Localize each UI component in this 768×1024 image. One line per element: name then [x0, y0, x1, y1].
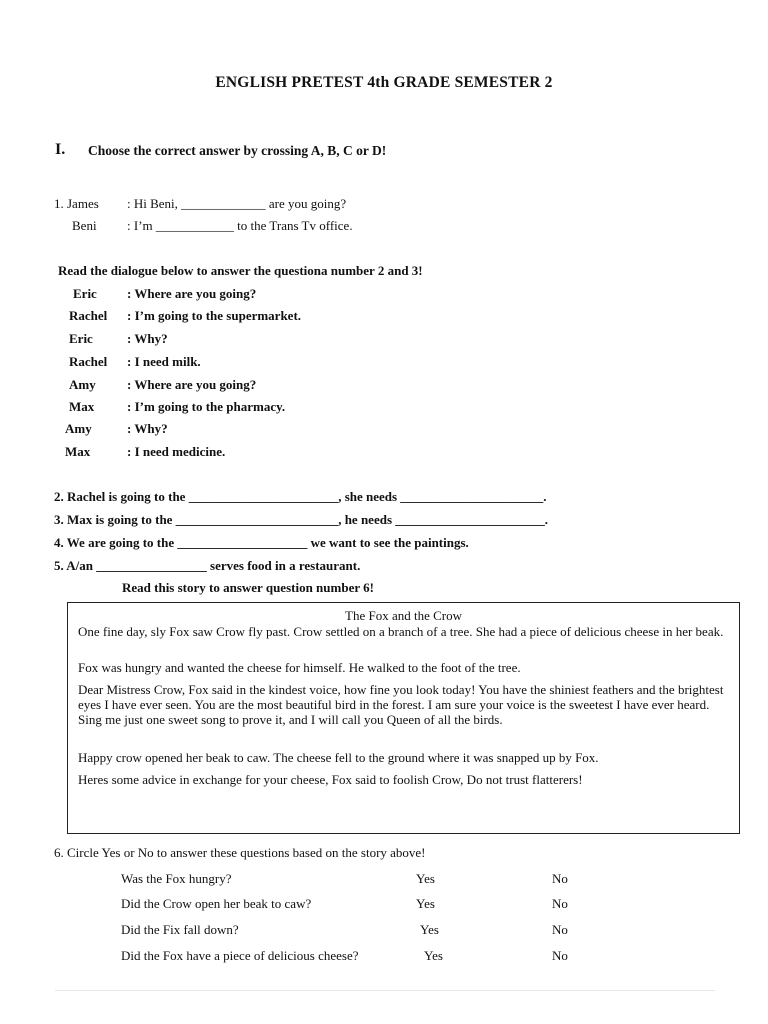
question-4: 4. We are going to the ____________________ we want to see the paintings. [54, 535, 469, 550]
story-paragraph: Happy crow opened her beak to caw. The cheese fell to the ground where it was snapped up by Fox. [78, 750, 599, 765]
dialogue-speaker: Rachel [69, 308, 108, 323]
dialogue-line: : I’m going to the pharmacy. [127, 399, 286, 414]
story-instruction: Read this story to answer question number 6! [122, 580, 374, 595]
q6-no-option[interactable]: No [552, 948, 568, 963]
page-bottom-divider [55, 990, 715, 991]
question-3: 3. Max is going to the _________________________, he needs _______________________. [54, 512, 548, 527]
story-paragraph: Fox was hungry and wanted the cheese for himself. He walked to the foot of the tree. [78, 660, 521, 675]
q1-speaker-james: 1. James [54, 196, 99, 211]
section-number: I. [55, 141, 66, 158]
q6-no-option[interactable]: No [552, 871, 568, 886]
story-box [67, 602, 740, 834]
q6-no-option[interactable]: No [552, 896, 568, 911]
dialogue-speaker: Eric [73, 286, 97, 301]
question-5: 5. A/an _________________ serves food in a restaurant. [54, 558, 361, 573]
q6-question: Did the Fox have a piece of delicious cheese? [121, 948, 359, 963]
dialogue-speaker: Max [69, 399, 95, 414]
dialogue-line: : Where are you going? [127, 377, 257, 392]
story-title: The Fox and the Crow [345, 608, 462, 623]
q6-yes-option[interactable]: Yes [420, 922, 439, 937]
dialogue-speaker: Amy [69, 377, 96, 392]
q6-yes-option[interactable]: Yes [416, 896, 435, 911]
dialogue-speaker: Rachel [69, 354, 108, 369]
q6-instruction: 6. Circle Yes or No to answer these questions based on the story above! [54, 845, 426, 860]
q6-question: Did the Crow open her beak to caw? [121, 896, 312, 911]
dialogue-line: : I need milk. [127, 354, 201, 369]
dialogue-line: : I’m going to the supermarket. [127, 308, 302, 323]
q6-no-option[interactable]: No [552, 922, 568, 937]
dialogue-line: : Why? [127, 331, 168, 346]
story-paragraph: Heres some advice in exchange for your cheese, Fox said to foolish Crow, Do not trust flatterers! [78, 772, 583, 787]
q1-line-beni: : I’m ____________ to the Trans Tv office. [127, 218, 353, 233]
story-paragraph: Dear Mistress Crow, Fox said in the kindest voice, how fine you look today! You have the shiniest feathers and the brightest eyes I have ever seen. You are the most beautiful bird in the forest. I am sure your voice is the sweetest I have ever heard. Sing me just one sweet song to prove it, and I will call you Queen of all the birds. [78, 682, 724, 727]
dialogue-speaker: Max [65, 444, 91, 459]
page-title: ENGLISH PRETEST 4th GRADE SEMESTER 2 [215, 74, 553, 91]
dialogue-line: : Where are you going? [127, 286, 257, 301]
section-instruction: Choose the correct answer by crossing A, B, C or D! [88, 143, 387, 158]
q1-line-james: : Hi Beni, _____________ are you going? [127, 196, 347, 211]
dialogue-line: : I need medicine. [127, 444, 226, 459]
q1-speaker-beni: Beni [72, 218, 97, 233]
question-2: 2. Rachel is going to the _______________________, she needs ______________________. [54, 489, 547, 504]
q6-question: Did the Fix fall down? [121, 922, 239, 937]
q6-question: Was the Fox hungry? [121, 871, 232, 886]
dialogue-speaker: Eric [69, 331, 93, 346]
dialogue-line: : Why? [127, 421, 168, 436]
story-paragraph: One fine day, sly Fox saw Crow fly past. Crow settled on a branch of a tree. She had a piece of delicious cheese in her beak. [78, 624, 724, 639]
q6-yes-option[interactable]: Yes [416, 871, 435, 886]
dialogue-speaker: Amy [65, 421, 92, 436]
q6-yes-option[interactable]: Yes [424, 948, 443, 963]
dialogue-intro: Read the dialogue below to answer the questiona number 2 and 3! [58, 263, 423, 278]
